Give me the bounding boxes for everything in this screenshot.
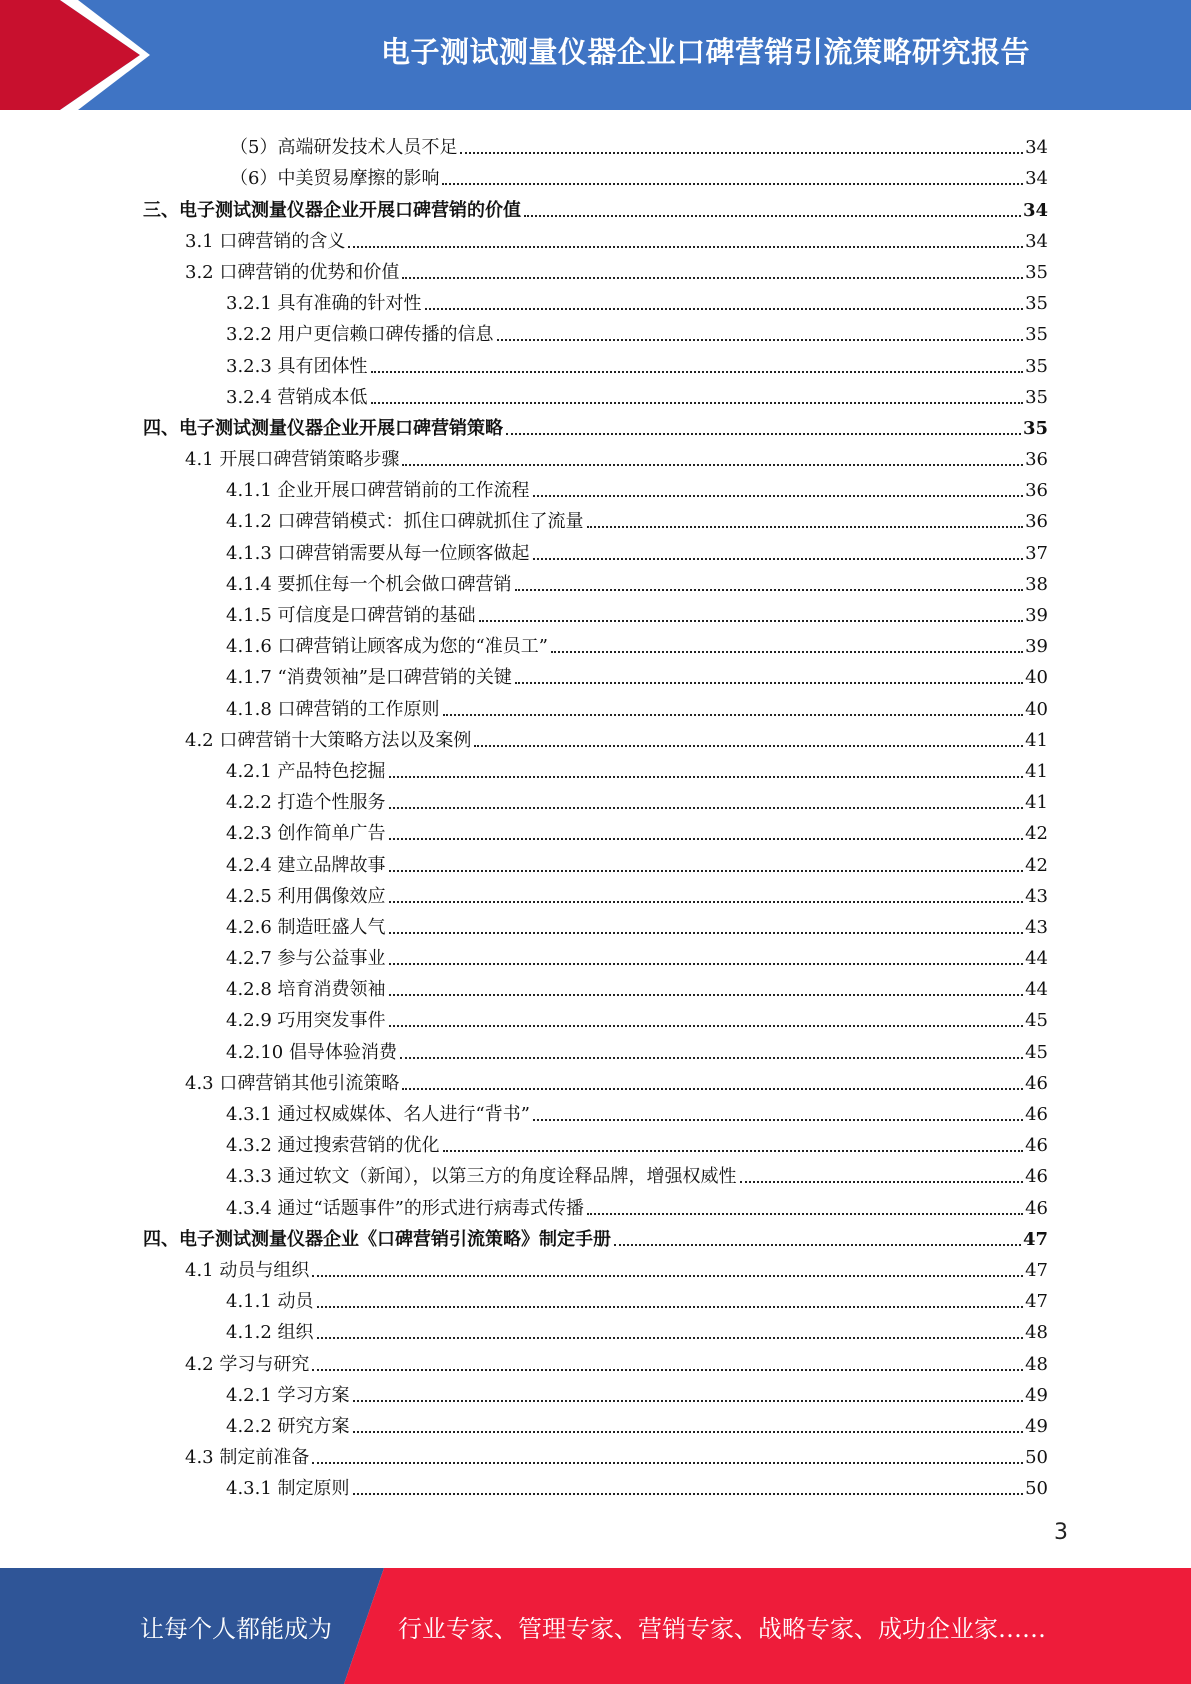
toc-entry-title: 4.1.2 口碑营销模式：抓住口碑就抓住了流量 — [226, 511, 584, 533]
toc-entry[interactable] — [143, 721, 1048, 752]
toc-entry-title: （6）中美贸易摩擦的影响 — [230, 168, 440, 190]
toc-entry-title: 4.3 口碑营销其他引流策略 — [185, 1072, 400, 1094]
toc-entry[interactable] — [143, 1064, 1048, 1095]
toc-entry[interactable] — [143, 845, 1048, 876]
dot-leader — [587, 526, 1024, 528]
toc-entry-title: 3.2.2 用户更信赖口碑传播的信息 — [226, 324, 494, 346]
dot-leader — [515, 589, 1024, 591]
dot-leader — [389, 776, 1024, 778]
toc-entry-title: 4.3.3 通过软文（新闻），以第三方的角度诠释品牌，增强权威性 — [226, 1166, 737, 1188]
toc-entry[interactable] — [143, 1032, 1048, 1063]
toc-entry-title: 4.2.7 参与公益事业 — [226, 948, 386, 970]
toc-entry-title: 4.2.5 利用偶像效应 — [226, 885, 386, 907]
toc-entry[interactable] — [143, 970, 1048, 1001]
toc-entry[interactable] — [143, 1188, 1048, 1219]
toc-entry[interactable] — [143, 440, 1048, 471]
dot-leader — [533, 558, 1024, 560]
toc-entry-title: 4.2.1 学习方案 — [226, 1384, 350, 1406]
dot-leader — [533, 495, 1024, 497]
toc-entry-title: 4.2.9 巧用突发事件 — [226, 1010, 386, 1032]
dot-leader — [740, 1181, 1024, 1183]
dot-leader — [515, 682, 1023, 684]
dot-leader — [400, 1057, 1023, 1059]
toc-entry-page: 34 — [1025, 230, 1048, 252]
toc-entry-page: 34 — [1025, 168, 1048, 190]
toc-entry[interactable] — [143, 284, 1048, 315]
table-of-contents — [143, 128, 1048, 1500]
dot-leader — [348, 246, 1023, 248]
toc-entry-title: 4.1.2 组织 — [226, 1322, 314, 1344]
toc-entry[interactable] — [143, 1376, 1048, 1407]
toc-entry-title: 4.1 开展口碑营销策略步骤 — [185, 449, 400, 471]
toc-entry-title: 4.1.7 “消费领袖”是口碑营销的关键 — [226, 667, 512, 689]
dot-leader — [533, 1119, 1023, 1121]
toc-entry-title: 4.2.2 打造个性服务 — [226, 792, 386, 814]
toc-entry-page: 41 — [1025, 760, 1048, 782]
toc-entry-title: 4.1.8 口碑营销的工作原则 — [226, 698, 440, 720]
toc-entry[interactable] — [143, 1157, 1048, 1188]
toc-entry[interactable] — [143, 502, 1048, 533]
dot-leader — [317, 1337, 1024, 1339]
dot-leader — [317, 1306, 1024, 1308]
toc-entry[interactable] — [143, 533, 1048, 564]
toc-entry-title: 3.2.4 营销成本低 — [226, 386, 368, 408]
toc-entry-page: 48 — [1025, 1322, 1048, 1344]
dot-leader — [389, 807, 1024, 809]
toc-entry-title: 4.2.2 研究方案 — [226, 1415, 350, 1437]
toc-entry[interactable] — [143, 939, 1048, 970]
toc-entry[interactable] — [143, 908, 1048, 939]
dot-leader — [353, 1400, 1024, 1402]
dot-leader — [312, 1462, 1023, 1464]
toc-entry-title: 4.1.4 要抓住每一个机会做口碑营销 — [226, 573, 512, 595]
toc-entry[interactable] — [143, 1251, 1048, 1282]
toc-entry-page: 41 — [1025, 792, 1048, 814]
dot-leader — [389, 963, 1024, 965]
toc-entry-page: 36 — [1025, 480, 1048, 502]
toc-entry-page: 35 — [1025, 261, 1048, 283]
dot-leader — [402, 277, 1023, 279]
toc-entry[interactable] — [143, 1469, 1048, 1500]
toc-entry-page: 41 — [1025, 729, 1048, 751]
toc-entry-page: 45 — [1025, 1010, 1048, 1032]
toc-entry-page: 36 — [1025, 449, 1048, 471]
toc-entry-page: 35 — [1025, 355, 1048, 377]
header-arrow-decoration — [0, 0, 160, 110]
toc-entry-page: 39 — [1025, 605, 1048, 626]
toc-entry-page: 38 — [1025, 573, 1048, 595]
toc-entry[interactable] — [143, 315, 1048, 346]
dot-leader — [474, 745, 1023, 747]
dot-leader — [389, 901, 1024, 903]
toc-entry-title: 3.1 口碑营销的含义 — [185, 230, 346, 252]
toc-entry[interactable] — [143, 1407, 1048, 1438]
dot-leader — [402, 464, 1023, 466]
toc-entry-page: 46 — [1025, 1197, 1048, 1219]
red-arrow-shape — [0, 0, 140, 110]
dot-leader — [443, 1150, 1024, 1152]
toc-entry[interactable] — [143, 378, 1048, 409]
toc-entry[interactable] — [143, 658, 1048, 689]
toc-entry-page: 47 — [1025, 1259, 1048, 1281]
toc-entry[interactable] — [143, 783, 1048, 814]
dot-leader — [425, 308, 1024, 310]
toc-entry-title: 4.3.1 通过权威媒体、名人进行“背书” — [226, 1104, 530, 1125]
dot-leader — [312, 1275, 1023, 1277]
toc-entry[interactable] — [143, 877, 1048, 908]
toc-entry-page: 47 — [1025, 1291, 1048, 1313]
toc-entry-page: 49 — [1025, 1384, 1048, 1406]
toc-entry-title: 3.2 口碑营销的优势和价值 — [185, 261, 400, 283]
toc-entry-title: 4.2.6 制造旺盛人气 — [226, 916, 386, 938]
dot-leader — [353, 1493, 1024, 1495]
toc-entry-title: 4.3 制定前准备 — [185, 1447, 310, 1469]
toc-entry-title: 4.1.6 口碑营销让顾客成为您的“准员工” — [226, 636, 548, 658]
toc-entry-page: 50 — [1025, 1447, 1048, 1469]
toc-entry-page: 36 — [1025, 511, 1048, 533]
toc-entry-title: 4.1.1 动员 — [226, 1291, 314, 1313]
toc-entry[interactable] — [143, 253, 1048, 284]
toc-entry-title: 4.1 动员与组织 — [185, 1259, 310, 1281]
dot-leader — [460, 152, 1023, 154]
toc-entry-title: 4.2.3 创作简单广告 — [226, 823, 386, 845]
dot-leader — [506, 433, 1021, 435]
dot-leader — [312, 1369, 1023, 1371]
toc-chapter-entry[interactable] — [143, 190, 1048, 221]
toc-entry-page: 42 — [1025, 823, 1048, 845]
toc-entry-title: 4.2.4 建立品牌故事 — [226, 854, 386, 876]
toc-entry[interactable] — [143, 689, 1048, 720]
toc-entry-page: 43 — [1025, 916, 1048, 938]
dot-leader — [524, 215, 1021, 217]
dot-leader — [389, 932, 1024, 934]
toc-entry-title: 4.3.4 通过“话题事件”的形式进行病毒式传播 — [226, 1197, 584, 1219]
toc-entry-title: 4.2.1 产品特色挖掘 — [226, 760, 386, 782]
toc-entry-title: 4.2 学习与研究 — [185, 1353, 310, 1375]
toc-entry[interactable] — [143, 1126, 1048, 1157]
toc-entry-title: 4.3.2 通过搜索营销的优化 — [226, 1135, 440, 1157]
page-footer — [0, 1568, 1191, 1684]
toc-entry-title: 4.1.5 可信度是口碑营销的基础 — [226, 605, 476, 626]
toc-entry-page: 42 — [1025, 854, 1048, 876]
toc-entry-title: 4.1.1 企业开展口碑营销前的工作流程 — [226, 480, 530, 502]
toc-entry-page: 44 — [1025, 979, 1048, 1001]
toc-entry-page: 37 — [1025, 542, 1048, 564]
toc-entry[interactable] — [143, 128, 1048, 159]
toc-entry[interactable] — [143, 1313, 1048, 1344]
dot-leader — [371, 402, 1024, 404]
dot-leader — [587, 1213, 1023, 1215]
toc-entry[interactable] — [143, 1344, 1048, 1375]
toc-entry-title: 4.2.10 倡导体验消费 — [226, 1041, 397, 1063]
toc-entry-page: 48 — [1025, 1353, 1048, 1375]
toc-entry-page: 35 — [1025, 324, 1048, 346]
toc-entry-page: 45 — [1025, 1041, 1048, 1063]
toc-entry[interactable] — [143, 1095, 1048, 1126]
toc-entry-title: 4.2.8 培育消费领袖 — [226, 979, 386, 1001]
toc-entry-title: 四、电子测试测量仪器企业《口碑营销引流策略》制定手册 — [143, 1228, 611, 1250]
dot-leader — [371, 371, 1024, 373]
toc-entry[interactable] — [143, 471, 1048, 502]
dot-leader — [389, 838, 1024, 840]
toc-entry-page: 34 — [1022, 199, 1048, 221]
toc-entry-title: 4.3.1 制定原则 — [226, 1478, 350, 1500]
toc-entry-title: 3.2.3 具有团体性 — [226, 355, 368, 377]
toc-entry[interactable] — [143, 627, 1048, 658]
footer-slogan-left: 让每个人都能成为 — [140, 1614, 332, 1643]
toc-entry-page: 46 — [1025, 1072, 1048, 1094]
toc-entry-page: 40 — [1025, 698, 1048, 720]
toc-entry-page: 39 — [1025, 636, 1048, 658]
toc-entry-page: 49 — [1025, 1415, 1048, 1437]
toc-entry[interactable] — [143, 1438, 1048, 1469]
toc-entry-page: 46 — [1025, 1104, 1048, 1125]
toc-entry-title: 四、电子测试测量仪器企业开展口碑营销策略 — [143, 417, 503, 439]
toc-chapter-entry[interactable] — [143, 1220, 1048, 1251]
toc-entry[interactable] — [143, 346, 1048, 377]
document-title: 电子测试测量仪器企业口碑营销引流策略研究报告 — [380, 34, 1030, 69]
toc-entry[interactable] — [143, 596, 1048, 627]
toc-entry-page: 44 — [1025, 948, 1048, 970]
page-header — [0, 0, 1191, 110]
page-number: 3 — [1054, 1520, 1068, 1545]
toc-entry-page: 34 — [1025, 137, 1048, 159]
dot-leader — [402, 1088, 1023, 1090]
toc-entry-page: 35 — [1025, 293, 1048, 315]
toc-entry[interactable] — [143, 159, 1048, 190]
toc-entry[interactable] — [143, 1001, 1048, 1032]
toc-entry-page: 35 — [1025, 386, 1048, 408]
toc-entry-page: 35 — [1022, 417, 1048, 439]
toc-entry[interactable] — [143, 752, 1048, 783]
toc-entry[interactable] — [143, 1282, 1048, 1313]
toc-entry-title: 4.1.3 口碑营销需要从每一位顾客做起 — [226, 542, 530, 564]
toc-entry-title: 4.2 口碑营销十大策略方法以及案例 — [185, 729, 472, 751]
dot-leader — [551, 651, 1023, 653]
toc-entry[interactable] — [143, 814, 1048, 845]
dot-leader — [442, 183, 1023, 185]
dot-leader — [389, 870, 1024, 872]
dot-leader — [389, 1025, 1024, 1027]
toc-entry-page: 50 — [1025, 1478, 1048, 1500]
toc-entry-page: 40 — [1025, 667, 1048, 689]
dot-leader — [389, 994, 1024, 996]
toc-entry-page: 46 — [1025, 1135, 1048, 1157]
footer-slogan-right: 行业专家、管理专家、营销专家、战略专家、成功企业家…… — [398, 1614, 1046, 1643]
toc-entry-title: 三、电子测试测量仪器企业开展口碑营销的价值 — [143, 199, 521, 221]
dot-leader — [443, 714, 1024, 716]
dot-leader — [353, 1431, 1024, 1433]
toc-entry-page: 43 — [1025, 885, 1048, 907]
toc-entry-page: 47 — [1022, 1228, 1048, 1250]
toc-entry-title: （5）高端研发技术人员不足 — [230, 137, 458, 159]
toc-entry-title: 3.2.1 具有准确的针对性 — [226, 293, 422, 315]
toc-entry-page: 46 — [1025, 1166, 1048, 1188]
toc-entry[interactable] — [143, 222, 1048, 253]
dot-leader — [497, 339, 1024, 341]
toc-chapter-entry[interactable] — [143, 409, 1048, 440]
dot-leader — [479, 620, 1024, 622]
dot-leader — [614, 1244, 1021, 1246]
toc-entry[interactable] — [143, 565, 1048, 596]
